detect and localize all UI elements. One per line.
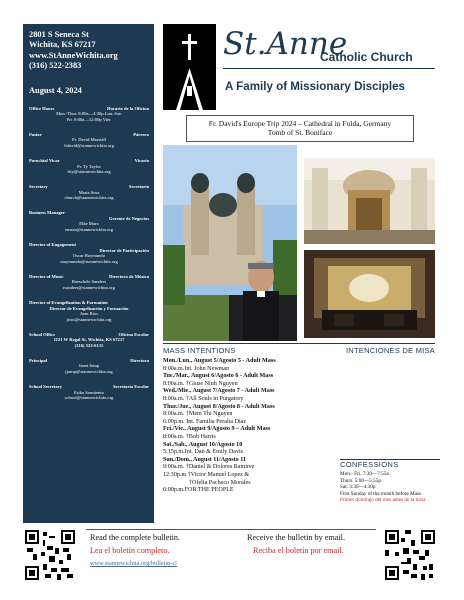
staff-vicar: Parochial Vicar Vicario Fr. Ty Taylor frty@stannewichita.org [29,157,149,175]
confessions-box: CONFESSIONS Mon.- Fri. 7:30—7:55a Thurs. 5:00—5:55p Sat. 3:30—4:30p First Sunday of the month before Mass Primer domingo del mes antes de la misa [340,459,440,503]
logo-wordmark: St.Anne [223,26,348,62]
read-bulletin-text-es: Lea el boletín completo. [90,546,170,555]
mass-intentions-list: Mon./Lun., August 5/Agosto 5 - Adult Mass 8:00a.m.Int. John Newman Tue./Mar., August 6/Agosto 6 - Adult Mass 8:00a.m. †Giuse Ninh Nguyen Wed./Mie., August 7/Agosto 7 - Adult Mass 8:00a.m. †All Souls in Purgatory Thur./Jue., August 8/Agosto 8 - Adult Mass 8:00a.m. †Mem Thi Nguyen 6:00p.m. Int. Familia Peralta Diaz Fri./Vie., August 9/Agosto 9 – Adult Mass 8:00a.m. †Bob Harris Sat./Sab., August 10/Agosto 10 5:15p.m.Int. Dan & Emily Davis Sun./Dom., August 11/Agosto 11 9:00a.m. †Daniel & Dolores Ramirez 12:30p.m †Victor Manuel Lopez & †Ofelia Pacheco Morales 6:00p.m.FOR THE PEOPLE [163,358,276,494]
contact-sidebar [23,24,154,523]
staff-music: Director of Music Directora de Música Raeschele Sanders rsanders@stannewichita.org [29,273,149,291]
school-office: School Office Oficina Escolar 1121 W Regal St, Wichita, KS 67217 (316) 522-6131 [29,331,149,349]
staff-engagement: Director of Engagement Director de Participación Oscar Raymundo oraymundo@stannewichita.org [29,241,149,264]
website-link[interactable]: www.StAnneWichita.org [29,50,118,60]
photo-caption: Fr. David's Europe Trip 2024 – Cathedral in Fulda, Germany Tomb of St. Boniface [186,115,414,142]
staff-business: Business Manager Gerente de Negocios Elke Marx emarx@stannewichita.org [29,210,149,233]
bulletin-date: August 4, 2024 [29,85,82,95]
staff-pastor: Pastor Párroco Fr. David Marstall frdavid@stannewichita.org [29,131,149,149]
staff-evangelization: Director of Evangelization & Formation Director de Evangelización y Formación Juan Rios jrios@stannewichita.org [29,300,149,323]
parish-address: 2801 S Seneca St Wichita, KS 67217 www.StAnneWichita.org (316) 522-2383 [29,30,149,72]
tomb-st-boniface-photo [304,250,435,338]
email-link[interactable]: church@stannewichita.org [64,195,114,201]
email-link[interactable]: jrios@stannewichita.org [66,316,112,322]
receive-email-text: Receive the bulletin by email. [247,533,345,542]
mass-intentions-header: MASS INTENTIONS INTENCIONES DE MISA [163,343,435,355]
qr-code-email-icon[interactable] [385,529,435,581]
church-steeple-icon [163,24,216,110]
email-link[interactable]: oraymundo@stannewichita.org [60,258,118,264]
bulletin-url-link[interactable]: www.stannewichita.org/bulletin-cl [90,560,177,567]
qr-code-bulletin-icon[interactable] [25,529,75,581]
email-link[interactable]: school@stannewichita.org [64,395,114,401]
staff-secretary: Secretary Secretaria Maria Sosa church@stannewichita.org [29,183,149,201]
phone-number: (316) 522-2383 [29,61,82,71]
email-link[interactable]: frdavid@stannewichita.org [64,143,114,149]
email-link[interactable]: jjump@stannewichita.org [65,369,113,375]
email-link[interactable]: frty@stannewichita.org [67,169,111,175]
priest-cathedral-photo [163,145,297,341]
staff-principal: Principal Directora Janet Jump jjump@stannewichita.org [29,357,149,375]
email-link[interactable]: emarx@stannewichita.org [64,227,114,233]
office-hours: Office Hours Horario de la Oficina Mon.-Thur. 8:00a—4:30p Lun.-Jue. Fri. 8:00a—12:00p Vier. [29,105,149,123]
staff-school-secretary: School Secretary Secretaria Escolar Erika Sarmiento school@stannewichita.org [29,383,149,401]
receive-email-text-es: Reciba el boletín por email. [253,546,344,555]
footer-divider [86,529,376,530]
tagline: A Family of Missionary Disciples [225,80,405,93]
logo-divider [223,68,435,69]
read-bulletin-text: Read the complete bulletin. [90,533,181,542]
logo-subtext: Catholic Church [320,50,413,64]
email-link[interactable]: rsanders@stannewichita.org [63,285,115,291]
parish-logo [163,24,435,110]
cathedral-interior-photo [304,158,435,244]
